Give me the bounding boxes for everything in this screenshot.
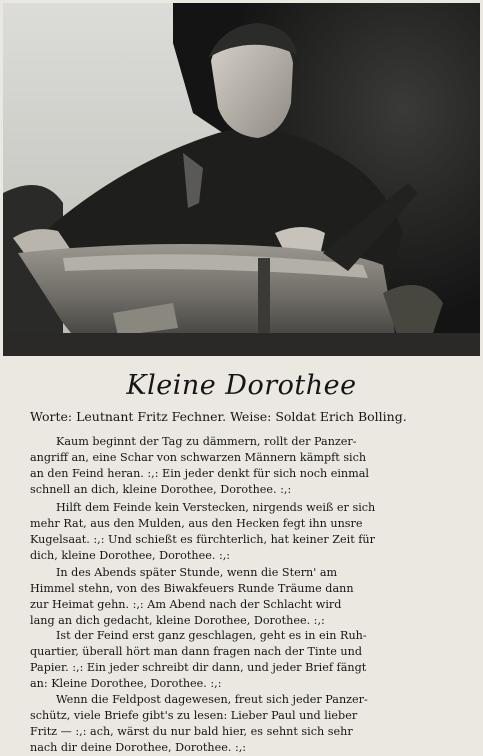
stanza-line: an: Kleine Dorothee, Dorothee. :,:: [30, 677, 222, 690]
stanza-line: Himmel stehn, von des Biwakfeuers Runde Träume dann: [30, 582, 354, 595]
stanza-line: Ist der Feind erst ganz geschlagen, geht es in ein Ruh-: [56, 629, 367, 642]
stanza-4: [30, 628, 454, 692]
stanza-line: Kugelsaat. :,: Und schießt es fürchterlich, hat keiner Zeit für: [30, 533, 375, 546]
stanza-line: Fritz — :,: ach, wärst du nur bald hier, es sehnt sich sehr: [30, 725, 353, 738]
stanza-5: [30, 692, 454, 756]
stanza-line: dich, kleine Dorothee, Dorothee. :,:: [30, 549, 231, 562]
stanza-line: Papier. :,: Ein jeder schreibt dir dann, und jeder Brief fängt: [30, 661, 367, 674]
stanza-line: Hilft dem Feinde kein Verstecken, nirgends weiß er sich: [56, 501, 376, 514]
stanza-line: Kaum beginnt der Tag zu dämmern, rollt der Panzer-: [56, 435, 357, 448]
stanza-3: [30, 565, 454, 629]
stanza-line: mehr Rat, aus den Mulden, aus den Hecken fegt ihn unsre: [30, 517, 363, 530]
photo-illustration: [3, 3, 480, 356]
soldier-in-tank-turret-photo: [3, 3, 480, 356]
stanza-1: [30, 434, 454, 498]
stanza-line: angriff an, eine Schar von schwarzen Männern kämpft sich: [30, 451, 367, 464]
stanza-line: nach dir deine Dorothee, Dorothee. :,:: [30, 741, 247, 754]
stanza-line: an den Feind heran. :,: Ein jeder denkt für sich noch einmal: [30, 467, 369, 480]
stanza-line: schnell an dich, kleine Dorothee, Dorothee. :,:: [30, 483, 292, 496]
stanza-line: lang an dich gedacht, kleine Dorothee, Dorothee. :,:: [30, 614, 325, 627]
stanza-line: zur Heimat gehn. :,: Am Abend nach der Schlacht wird: [30, 598, 342, 611]
stanza-line: Wenn die Feldpost dagewesen, freut sich jeder Panzer-: [56, 693, 368, 706]
stanza-line: In des Abends später Stunde, wenn die Stern' am: [56, 566, 338, 579]
stanza-line: schütz, viele Briefe gibt's zu lesen: Lieber Paul und lieber: [30, 709, 358, 722]
song-credits: Worte: Leutnant Fritz Fechner. Weise: Soldat Erich Bolling.: [30, 409, 407, 424]
stanza-2: [30, 500, 454, 564]
song-title: Kleine Dorothee: [126, 370, 357, 401]
stanza-line: quartier, überall hört man dann fragen nach der Tinte und: [30, 645, 362, 658]
